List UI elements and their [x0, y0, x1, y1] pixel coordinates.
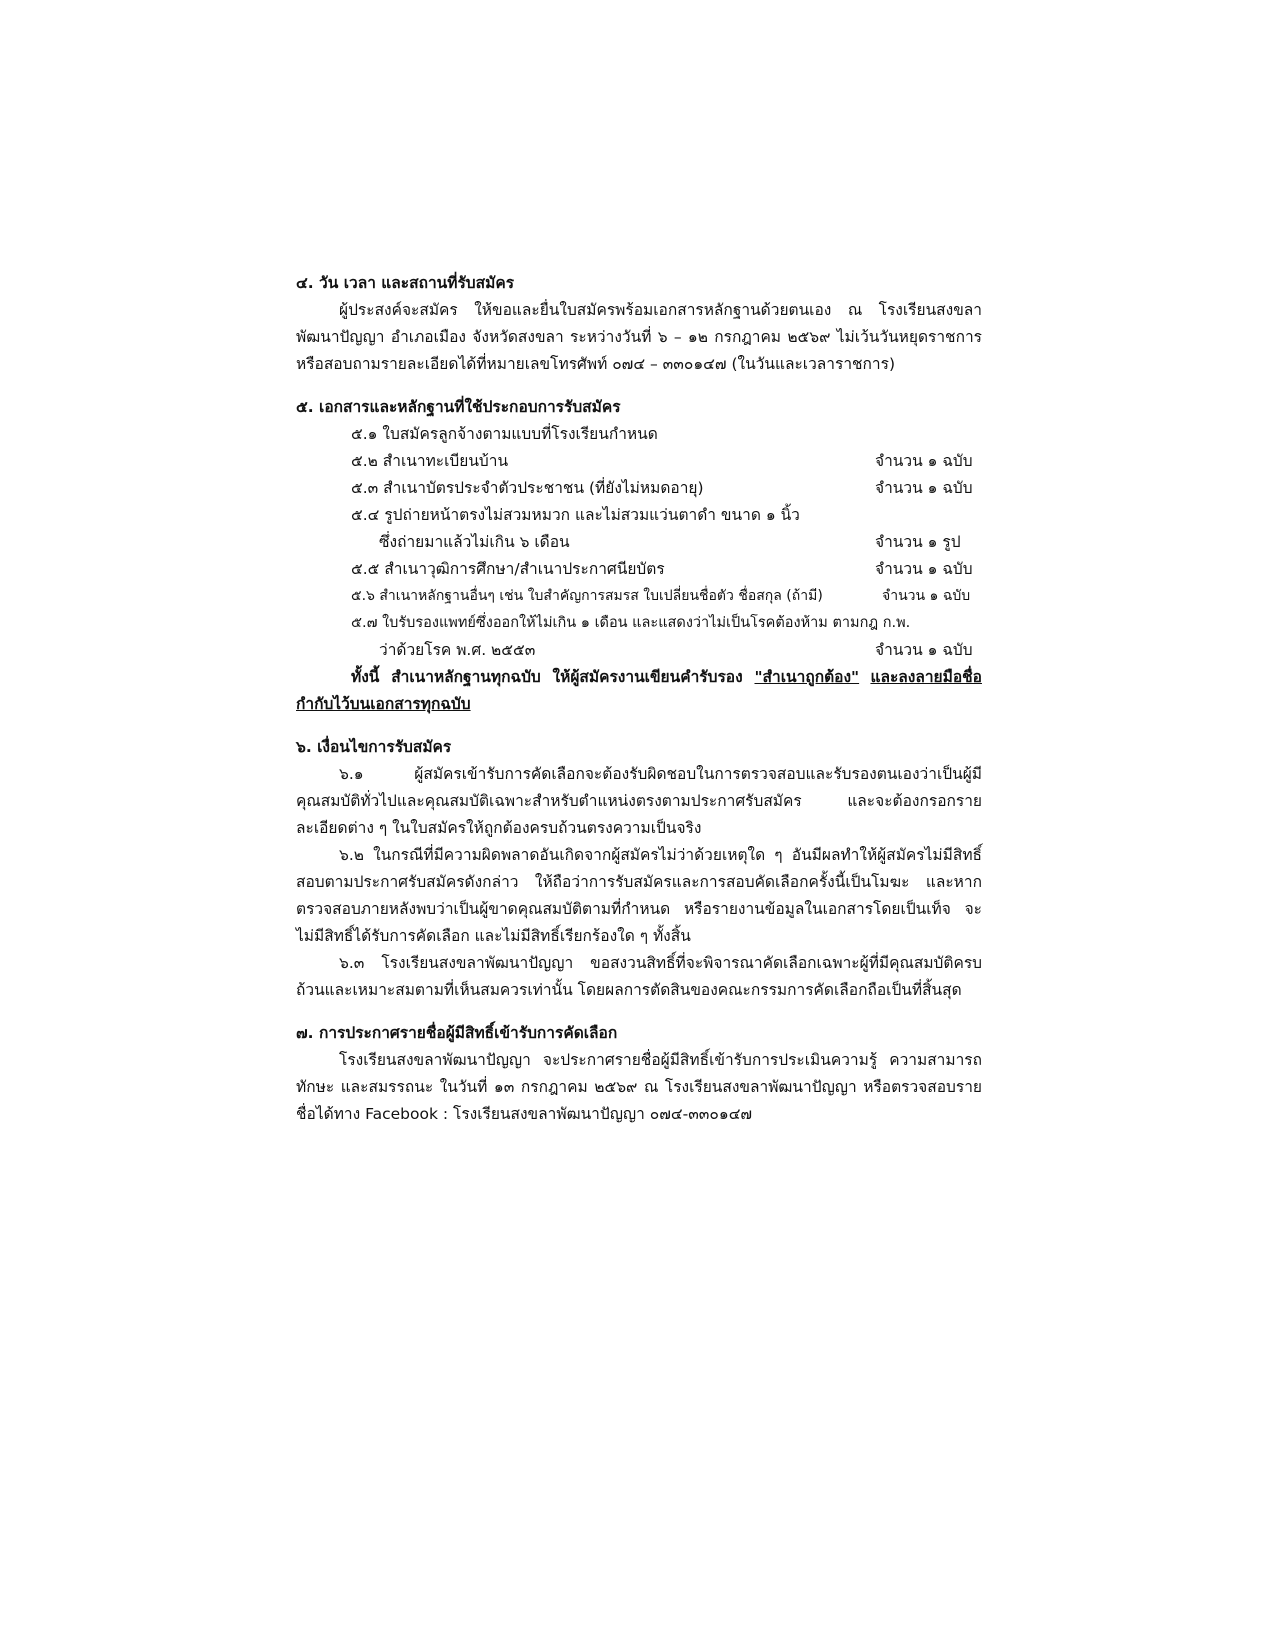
doc-item-5-4 — [351, 502, 982, 529]
doc-item-label: ซึ่งถ่ายมาแล้วไม่เกิน ๖ เดือน — [379, 533, 570, 551]
section-4-heading: ๔. วัน เวลา และสถานที่รับสมัคร — [296, 274, 515, 292]
doc-item-5-5 — [351, 556, 982, 583]
doc-item-quantity: จำนวน ๑ ฉบับ — [875, 479, 973, 497]
doc-item-label: ๕.๓ สำเนาบัตรประจำตัวประชาชน (ที่ยังไม่หมดอายุ) — [351, 479, 704, 497]
section-6-2-paragraph: ๖.๒ ในกรณีที่มีความผิดพลาดอันเกิดจากผู้สมัครไม่ว่าด้วยเหตุใด ๆ อันมีผลทำให้ผู้สมัครไม่มีสิทธิ์สอบตามประกาศรับสมัครดังกล่าว ให้ถือว่าการรับสมัครและการสอบคัดเลือกครั้งนี้เป็นโมฆะ และหากตรวจสอบภายหลังพบว่าเป็นผู้ขาดคุณสมบัติตามที่กำหนด หรือรายงานข้อมูลในเอกสารโดยเป็นเท็จ จะไม่มีสิทธิ์ได้รับการคัดเลือก และไม่มีสิทธิ์เรียกร้องใด ๆ ทั้งสิ้น — [296, 846, 982, 945]
doc-item-label: ๕.๔ รูปถ่ายหน้าตรงไม่สวมหมวก และไม่สวมแว่นตาดำ ขนาด ๑ นิ้ว — [351, 506, 800, 524]
doc-item-5-7 — [351, 610, 982, 637]
doc-item-quantity: จำนวน ๑ รูป — [875, 533, 961, 551]
doc-item-label: ๕.๒ สำเนาทะเบียนบ้าน — [351, 452, 509, 470]
section-7-heading: ๗. การประกาศรายชื่อผู้มีสิทธิ์เข้ารับการคัดเลือก — [296, 1024, 618, 1042]
note-certified-copy: "สำเนาถูกต้อง" — [754, 668, 860, 686]
section-6-1-paragraph: ๖.๑ ผู้สมัครเข้ารับการคัดเลือกจะต้องรับผิดชอบในการตรวจสอบและรับรองตนเองว่าเป็นผู้มีคุณสมบัติทั่วไปและคุณสมบัติเฉพาะสำหรับตำแหน่งตรงตามประกาศรับสมัคร และจะต้องกรอกรายละเอียดต่าง ๆ ในใบสมัครให้ถูกต้องครบถ้วนตรงความเป็นจริง — [296, 765, 982, 837]
section-6-heading: ๖. เงื่อนไขการรับสมัคร — [296, 738, 452, 756]
doc-item-5-2 — [351, 448, 982, 475]
section-5-note — [296, 664, 982, 718]
doc-item-quantity: จำนวน ๑ ฉบับ — [875, 452, 973, 470]
doc-item-label: ๕.๕ สำเนาวุฒิการศึกษา/สำเนาประกาศนียบัตร — [351, 560, 665, 578]
note-space — [859, 668, 870, 686]
section-6-3-paragraph: ๖.๓ โรงเรียนสงขลาพัฒนาปัญญา ขอสงวนสิทธิ์ที่จะพิจารณาคัดเลือกเฉพาะผู้ที่มีคุณสมบัติครบถ้วนและเหมาะสมตามที่เห็นสมควรเท่านั้น โดยผลการตัดสินของคณะกรรมการคัดเลือกถือเป็นที่สิ้นสุด — [296, 954, 982, 999]
doc-item-label: ๕.๖ สำเนาหลักฐานอื่นๆ เช่น ใบสำคัญการสมรส ใบเปลี่ยนชื่อตัว ชื่อสกุล (ถ้ามี) — [351, 588, 823, 604]
section-5-heading: ๕. เอกสารและหลักฐานที่ใช้ประกอบการรับสมัคร — [296, 398, 621, 416]
doc-item-quantity: จำนวน ๑ ฉบับ — [875, 560, 973, 578]
note-text: ทั้งนี้ สำเนาหลักฐานทุกฉบับ ให้ผู้สมัครงานเขียนคำรับรอง — [351, 668, 755, 686]
doc-item-5-3 — [351, 475, 982, 502]
document-body — [296, 270, 982, 1128]
doc-item-5-1 — [351, 421, 982, 448]
doc-item-label: ๕.๗ ใบรับรองแพทย์ซึ่งออกให้ไม่เกิน ๑ เดือน และแสดงว่าไม่เป็นโรคต้องห้าม ตามกฎ ก.พ. — [351, 615, 911, 631]
doc-item-5-4-continued — [379, 529, 982, 556]
doc-item-5-6 — [351, 583, 982, 610]
doc-item-label: ๕.๑ ใบสมัครลูกจ้างตามแบบที่โรงเรียนกำหนด — [351, 425, 658, 443]
doc-item-5-7-continued — [379, 637, 982, 664]
section-4-paragraph: ผู้ประสงค์จะสมัคร ให้ขอและยื่นใบสมัครพร้อมเอกสารหลักฐานด้วยตนเอง ณ โรงเรียนสงขลาพัฒนาปัญญา อำเภอเมือง จังหวัดสงขลา ระหว่างวันที่ ๖ – ๑๒ กรกฎาคม ๒๕๖๙ ไม่เว้นวันหยุดราชการหรือสอบถามรายละเอียดได้ที่หมายเลขโทรศัพท์ ๐๗๔ – ๓๓๐๑๔๗ (ในวันและเวลาราชการ) — [296, 301, 982, 373]
note-sign-instruction: และลงลายมือชื่อกำกับไว้บนเอกสารทุกฉบับ — [296, 668, 982, 713]
doc-item-quantity: จำนวน ๑ ฉบับ — [882, 588, 971, 604]
doc-item-label: ว่าด้วยโรค พ.ศ. ๒๕๕๓ — [379, 641, 536, 659]
section-7-paragraph: โรงเรียนสงขลาพัฒนาปัญญา จะประกาศรายชื่อผู้มีสิทธิ์เข้ารับการประเมินความรู้ ความสามารถ ทักษะ และสมรรถนะ ในวันที่ ๑๓ กรกฎาคม ๒๕๖๙ ณ โรงเรียนสงขลาพัฒนาปัญญา หรือตรวจสอบรายชื่อได้ทาง Facebook : โรงเรียนสงขลาพัฒนาปัญญา ๐๗๔-๓๓๐๑๔๗ — [296, 1051, 982, 1123]
doc-item-quantity: จำนวน ๑ ฉบับ — [875, 641, 973, 659]
